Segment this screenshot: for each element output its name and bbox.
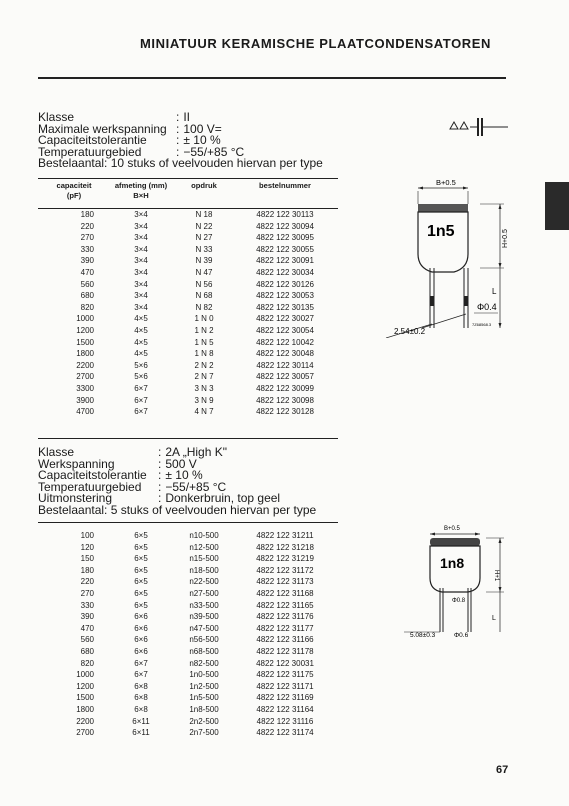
table-row (42, 716, 338, 728)
cell-marking: 1n2-500 (189, 681, 219, 691)
cell-capacitance: 1200 (76, 325, 94, 335)
spec-label: Temperatuurgebied (38, 479, 142, 494)
cell-capacitance: 180 (80, 565, 94, 575)
cell-capacitance: 470 (80, 267, 94, 277)
table-row (42, 255, 338, 267)
cell-dimensions: 6×8 (134, 681, 148, 691)
cell-dimensions: 6×6 (134, 623, 148, 633)
column-header-sub (232, 191, 338, 201)
cell-marking: N 33 (195, 244, 213, 254)
cell-order-number: 4822 122 30054 (256, 325, 314, 335)
section2-specs (38, 447, 316, 517)
table-row (42, 406, 338, 418)
table-header-row (42, 191, 338, 201)
table-row (42, 565, 338, 577)
cell-dimensions: 6×7 (134, 383, 148, 393)
spec-label: Klasse (38, 445, 75, 459)
cell-marking: n33-500 (189, 600, 219, 610)
cell-capacitance: 220 (80, 221, 94, 231)
cell-order-number: 4822 122 31166 (256, 635, 314, 645)
cell-dimensions: 3×4 (134, 279, 148, 289)
table-header-row (42, 181, 338, 191)
cell-capacitance: 470 (80, 623, 94, 633)
cell-marking: n22-500 (189, 577, 219, 587)
cell-marking: 1n0-500 (189, 670, 219, 680)
column-header: afmeting (mm) (114, 181, 168, 190)
cell-marking: N 27 (195, 233, 213, 243)
table-row (42, 395, 338, 407)
cell-dimensions: 5×6 (134, 372, 148, 382)
spec-colon: : (158, 491, 162, 506)
cell-order-number: 4822 122 30113 (256, 210, 314, 219)
cell-dimensions: 6×5 (134, 531, 148, 540)
table-row (42, 692, 338, 704)
cell-capacitance: 1500 (76, 337, 94, 347)
cell-dimensions: 4×5 (134, 337, 148, 347)
capacitor-body-print: 1n5 (427, 223, 455, 240)
table-row (42, 337, 338, 349)
cell-dimensions: 6×6 (134, 612, 148, 622)
cell-capacitance: 2700 (76, 728, 94, 738)
cell-order-number: 4822 122 30034 (256, 267, 314, 277)
cell-dimensions: 4×5 (134, 325, 148, 335)
cell-order-number: 4822 122 30099 (256, 383, 314, 393)
spec-label: Klasse (38, 110, 75, 124)
spec-colon: : (158, 445, 162, 459)
cell-marking: n68-500 (189, 646, 219, 656)
cell-marking: N 47 (195, 267, 213, 277)
table-row (42, 267, 338, 279)
capacitor-drawing-1 (380, 178, 510, 338)
table-row (42, 600, 338, 612)
cell-capacitance: 4700 (76, 407, 94, 417)
cell-dimensions: 6×7 (134, 658, 148, 668)
cell-marking: 1 N 8 (194, 349, 214, 359)
cell-capacitance: 2200 (76, 360, 94, 370)
cell-dimensions: 3×4 (134, 291, 148, 301)
table-row (42, 371, 338, 383)
table-row (42, 588, 338, 600)
cell-marking: N 68 (195, 291, 213, 301)
capacitor-body-print: 1n8 (440, 555, 465, 571)
cell-capacitance: 1000 (76, 670, 94, 680)
cell-dimensions: 3×4 (134, 221, 148, 231)
table1-top-rule (38, 178, 338, 179)
section1-specs (38, 112, 323, 170)
cell-capacitance: 1800 (76, 349, 94, 359)
column-header: bestelnummer (259, 181, 311, 190)
spec-colon: : (176, 121, 180, 136)
table-row (42, 313, 338, 325)
cell-marking: 2 N 2 (194, 360, 214, 370)
spec-value: ± 10 % (165, 468, 203, 483)
table-row (42, 530, 338, 542)
table1-body (42, 209, 338, 418)
cell-dimensions: 3×4 (134, 267, 148, 277)
cell-order-number: 4822 122 31174 (256, 728, 314, 738)
lead-pitch: 2.54±0.2 (394, 327, 426, 336)
spec-label: Werkspanning (38, 456, 115, 471)
table-row (42, 221, 338, 233)
cell-dimensions: 6×5 (134, 565, 148, 575)
cell-capacitance: 3900 (76, 395, 94, 405)
order-note: Bestelaantal: 5 stuks of veelvouden hiervan per type (38, 502, 317, 517)
table-row (42, 623, 338, 635)
table-row (42, 646, 338, 658)
cell-dimensions: 6×6 (134, 646, 148, 656)
table1-header-rule (38, 208, 338, 209)
cell-order-number: 4822 122 31169 (256, 693, 314, 703)
cell-order-number: 4822 122 30048 (256, 349, 314, 359)
cell-marking: n27-500 (189, 588, 219, 598)
cell-capacitance: 560 (80, 279, 94, 289)
cell-capacitance: 100 (80, 531, 94, 540)
cell-capacitance: 390 (80, 612, 94, 622)
cell-dimensions: 5×6 (134, 360, 148, 370)
cell-order-number: 4822 122 30098 (256, 395, 314, 405)
page-title: MINIATUUR KERAMISCHE PLAATCONDENSATOREN (140, 36, 492, 51)
cell-order-number: 4822 122 30055 (256, 244, 314, 254)
table-row (42, 542, 338, 554)
table-row (42, 727, 338, 739)
cell-order-number: 4822 122 30128 (256, 407, 314, 417)
cell-dimensions: 6×6 (134, 635, 148, 645)
cell-marking: 1 N 2 (194, 325, 214, 335)
drawing-number: 7Z68568.3 (472, 322, 492, 327)
header-rule (38, 77, 506, 79)
table-row (42, 232, 338, 244)
cell-dimensions: 3×4 (134, 256, 148, 266)
lead-diameter: Φ0.6 (454, 632, 469, 639)
cell-capacitance: 180 (80, 210, 94, 219)
table-row (42, 553, 338, 565)
page-tab-marker (545, 182, 569, 230)
cell-marking: n12-500 (189, 542, 219, 552)
cell-marking: 4 N 7 (194, 407, 214, 417)
cell-order-number: 4822 122 30027 (256, 314, 314, 324)
capacitor-drawing-2 (400, 522, 510, 652)
table-row (42, 302, 338, 314)
cell-marking: N 22 (195, 221, 213, 231)
cell-order-number: 4822 122 30031 (256, 658, 314, 668)
spec-label: Capaciteitstolerantie (38, 468, 147, 483)
cell-capacitance: 270 (80, 233, 94, 243)
table2 (42, 530, 338, 739)
table-row (42, 279, 338, 291)
table-row (42, 576, 338, 588)
spec-value: 100 V= (183, 121, 222, 136)
table1 (42, 181, 338, 418)
cell-marking: N 39 (195, 256, 213, 266)
cell-dimensions: 6×7 (134, 395, 148, 405)
cell-marking: n56-500 (189, 635, 219, 645)
cell-marking: 2n2-500 (189, 716, 219, 726)
cell-order-number: 4822 122 31168 (256, 588, 314, 598)
cell-marking: n82-500 (189, 658, 219, 668)
cell-capacitance: 330 (80, 244, 94, 254)
cell-dimensions: 6×5 (134, 542, 148, 552)
cell-order-number: 4822 122 31178 (256, 646, 314, 656)
cell-order-number: 4822 122 31165 (256, 600, 314, 610)
cell-order-number: 4822 122 30095 (256, 233, 314, 243)
cell-order-number: 4822 122 31211 (256, 531, 314, 540)
table-row (42, 209, 338, 221)
table-row (42, 348, 338, 360)
cell-capacitance: 390 (80, 256, 94, 266)
cell-dimensions: 6×11 (132, 728, 150, 738)
cell-order-number: 4822 122 31177 (256, 623, 314, 633)
cell-marking: 1 N 0 (194, 314, 214, 324)
capacitor-symbol-icon (448, 116, 510, 138)
cell-order-number: 4822 122 31218 (256, 542, 314, 552)
spec-value: 2A „High K" (165, 445, 227, 459)
dim-label-l: L (492, 615, 496, 622)
cell-capacitance: 680 (80, 646, 94, 656)
table-row (42, 658, 338, 670)
lead-diameter-top: Φ0.8 (452, 598, 466, 604)
cell-marking: 1 N 5 (194, 337, 214, 347)
column-header-sub: B×H (133, 191, 149, 200)
cell-capacitance: 560 (80, 635, 94, 645)
table-row (42, 383, 338, 395)
cell-capacitance: 2200 (76, 716, 94, 726)
cell-order-number: 4822 122 30114 (256, 360, 314, 370)
cell-dimensions: 6×8 (134, 693, 148, 703)
spec-colon: : (176, 133, 180, 148)
cell-dimensions: 6×5 (134, 600, 148, 610)
cell-marking: 1n8-500 (189, 704, 219, 714)
dim-label-b: B+0.5 (444, 526, 460, 532)
page-number: 67 (496, 764, 509, 776)
table-row (42, 244, 338, 256)
cell-dimensions: 6×11 (132, 716, 150, 726)
table-row (42, 325, 338, 337)
spec-colon: : (158, 468, 162, 483)
column-header-sub (176, 191, 232, 201)
cell-marking: 1n5-500 (189, 693, 219, 703)
cell-capacitance: 2700 (76, 372, 94, 382)
cell-marking: 2 N 7 (194, 372, 214, 382)
cell-order-number: 4822 122 30135 (256, 302, 314, 312)
cell-marking: N 82 (195, 302, 213, 312)
cell-marking: 3 N 3 (194, 383, 214, 393)
table-row (42, 634, 338, 646)
cell-order-number: 4822 122 31171 (256, 681, 314, 691)
cell-capacitance: 3300 (76, 383, 94, 393)
column-header-sub: (pF) (66, 191, 82, 200)
dim-label-h: H+0.5 (502, 229, 509, 248)
cell-marking: 2n7-500 (189, 728, 219, 738)
cell-capacitance: 680 (80, 291, 94, 301)
column-header: opdruk (191, 181, 217, 190)
cell-order-number: 4822 122 30094 (256, 221, 314, 231)
cell-capacitance: 1000 (76, 314, 94, 324)
spec-value: ± 10 % (183, 133, 221, 148)
table-row (42, 611, 338, 623)
spec-value: −55/+85 °C (183, 144, 245, 159)
spec-label: Maximale werkspanning (38, 121, 167, 136)
cell-order-number: 4822 122 31219 (256, 554, 314, 564)
cell-capacitance: 120 (80, 542, 94, 552)
table2-body (42, 530, 338, 739)
cell-capacitance: 1200 (76, 681, 94, 691)
cell-order-number: 4822 122 30091 (256, 256, 314, 266)
dim-label-l: L (492, 287, 497, 296)
cell-order-number: 4822 122 31175 (256, 670, 314, 680)
spec-colon: : (176, 144, 180, 159)
cell-dimensions: 4×5 (134, 349, 148, 359)
cell-capacitance: 1500 (76, 693, 94, 703)
cell-dimensions: 6×5 (134, 577, 148, 587)
cell-order-number: 4822 122 30053 (256, 291, 314, 301)
spec-label: Temperatuurgebied (38, 144, 142, 159)
cell-dimensions: 6×8 (134, 704, 148, 714)
cell-order-number: 4822 122 31164 (256, 704, 314, 714)
cell-capacitance: 330 (80, 600, 94, 610)
cell-dimensions: 4×5 (134, 314, 148, 324)
cell-order-number: 4822 122 31172 (256, 565, 314, 575)
cell-dimensions: 3×4 (134, 244, 148, 254)
table-row (42, 290, 338, 302)
cell-marking: 3 N 9 (194, 395, 214, 405)
table-row (42, 360, 338, 372)
spec-value: Donkerbruin, top geel (165, 491, 281, 506)
dim-label-b: B+0.5 (436, 178, 456, 187)
cell-marking: n39-500 (189, 612, 219, 622)
cell-dimensions: 3×4 (134, 302, 148, 312)
spec-label: Capaciteitstolerantie (38, 133, 147, 148)
spec-label: Uitmonstering (38, 491, 113, 506)
cell-capacitance: 220 (80, 577, 94, 587)
table2-top-rule (38, 522, 338, 523)
section2-top-rule (38, 438, 338, 439)
cell-order-number: 4822 122 30057 (256, 372, 314, 382)
cell-dimensions: 6×5 (134, 588, 148, 598)
column-header: capaciteit (56, 181, 92, 190)
spec-colon: : (158, 479, 162, 494)
cell-capacitance: 1800 (76, 704, 94, 714)
cell-marking: n47-500 (189, 623, 219, 633)
cell-order-number: 4822 122 30126 (256, 279, 314, 289)
spec-value: II (183, 110, 191, 124)
cell-order-number: 4822 122 31173 (256, 577, 314, 587)
cell-order-number: 4822 122 31176 (256, 612, 314, 622)
cell-capacitance: 820 (80, 658, 94, 668)
spec-colon: : (176, 110, 180, 124)
cell-dimensions: 6×7 (134, 670, 148, 680)
cell-order-number: 4822 122 31116 (256, 716, 314, 726)
cell-capacitance: 150 (80, 554, 94, 564)
cell-marking: N 18 (195, 210, 213, 219)
cell-dimensions: 3×4 (134, 233, 148, 243)
cell-marking: n15-500 (189, 554, 219, 564)
spec-value: −55/+85 °C (165, 479, 227, 494)
cell-marking: N 56 (195, 279, 213, 289)
dim-label-h: H+1 (493, 570, 499, 582)
table-row (42, 669, 338, 681)
order-note: Bestelaantal: 10 stuks of veelvouden hiervan per type (38, 156, 323, 171)
cell-dimensions: 3×4 (134, 210, 148, 219)
lead-diameter: Φ0.4 (477, 302, 497, 312)
lead-pitch: 5.08±0.3 (410, 632, 436, 639)
cell-marking: n10-500 (189, 531, 219, 540)
cell-capacitance: 820 (80, 302, 94, 312)
spec-colon: : (158, 456, 162, 471)
cell-capacitance: 270 (80, 588, 94, 598)
spec-value: 500 V (165, 456, 197, 471)
table-row (42, 681, 338, 693)
cell-dimensions: 6×7 (134, 407, 148, 417)
cell-dimensions: 6×5 (134, 554, 148, 564)
cell-marking: n18-500 (189, 565, 219, 575)
cell-order-number: 4822 122 10042 (256, 337, 314, 347)
table-row (42, 704, 338, 716)
